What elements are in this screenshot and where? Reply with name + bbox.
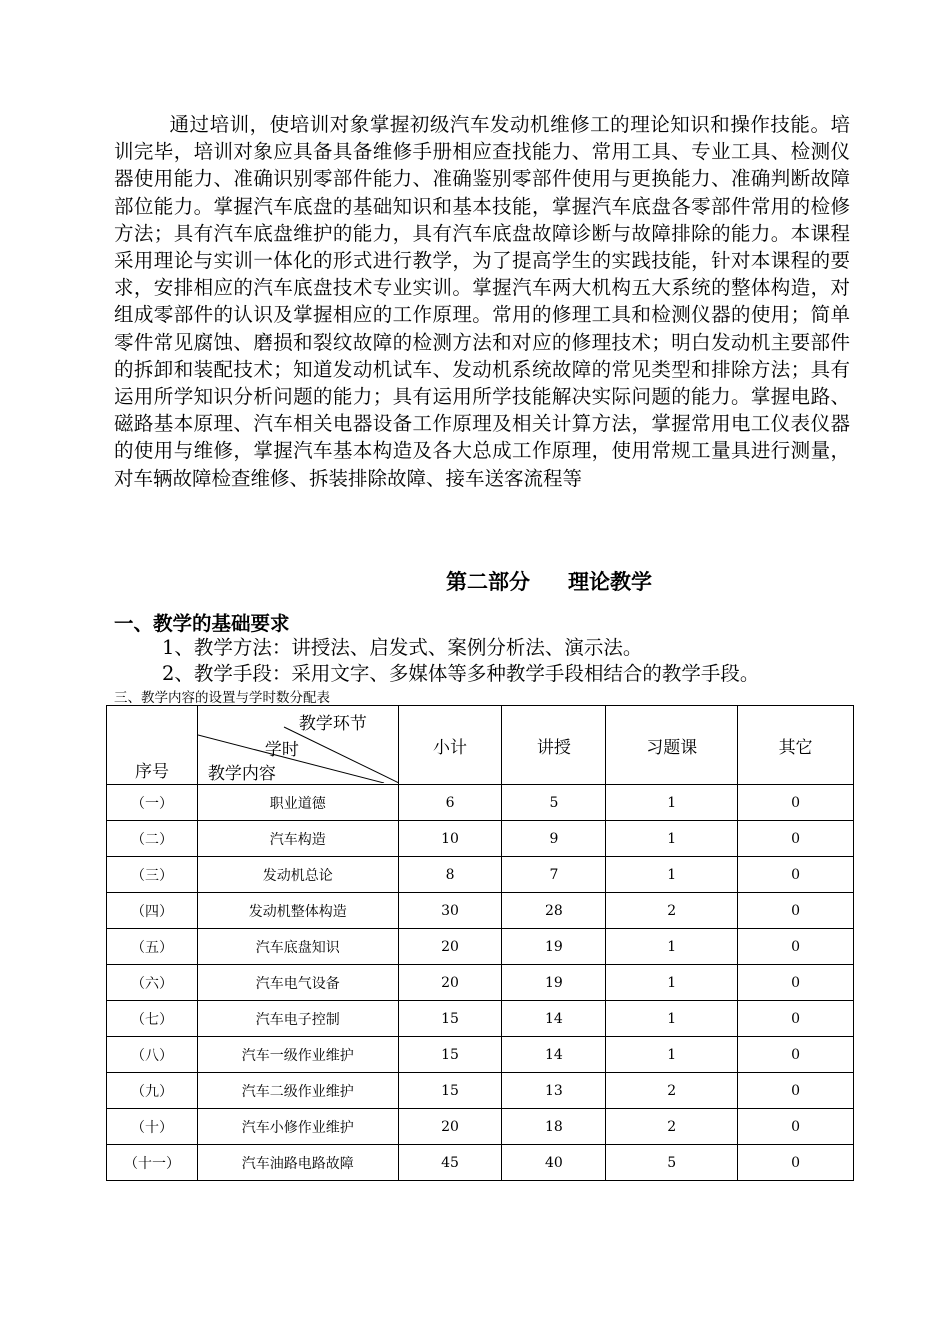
row-subtotal: 15 — [398, 1037, 502, 1073]
table-row — [107, 821, 854, 857]
table-row — [107, 1145, 854, 1181]
row-seq: （九） — [107, 1073, 198, 1109]
row-seq: （六） — [107, 965, 198, 1001]
row-content: 汽车电子控制 — [197, 1001, 398, 1037]
row-exercise: 2 — [606, 1073, 738, 1109]
table-row — [107, 965, 854, 1001]
row-lecture: 14 — [502, 1001, 606, 1037]
row-lecture: 14 — [502, 1037, 606, 1073]
header-hours: 学时 — [264, 740, 299, 760]
row-content: 汽车电气设备 — [197, 965, 398, 1001]
row-content: 发动机整体构造 — [197, 893, 398, 929]
row-lecture: 19 — [502, 929, 606, 965]
row-subtotal: 20 — [398, 1109, 502, 1145]
row-other: 0 — [738, 1145, 854, 1181]
row-lecture: 28 — [502, 893, 606, 929]
part-label: 第二部分 — [446, 569, 530, 594]
row-subtotal: 20 — [398, 965, 502, 1001]
row-lecture: 7 — [502, 857, 606, 893]
table-row — [107, 1037, 854, 1073]
row-content: 职业道德 — [197, 785, 398, 821]
hours-allocation-table — [106, 705, 854, 1181]
row-content: 汽车一级作业维护 — [197, 1037, 398, 1073]
row-content: 汽车构造 — [197, 821, 398, 857]
row-lecture: 5 — [502, 785, 606, 821]
row-subtotal: 30 — [398, 893, 502, 929]
table-header-row — [107, 706, 854, 785]
row-exercise: 1 — [606, 1001, 738, 1037]
table-row — [107, 857, 854, 893]
row-seq: （二） — [107, 821, 198, 857]
intro-text: 通过培训，使培训对象掌握初级汽车发动机维修工的理论知识和操作技能。培训完毕，培训对象应具备具备维修手册相应查找能力、常用工具、专业工具、检测仪器使用能力、准确识别零部件能力、准确鉴别零部件使用与更换能力、准确判断故障部位能力。掌握汽车底盘的基础知识和基本技能，掌握汽车底盘各零部件常用的检修方法；具有汽车底盘维护的能力，具有汽车底盘故障诊断与故障排除的能力。本课程采用理论与实训一体化的形式进行教学，为了提高学生的实践技能，针对本课程的要求，安排相应的汽车底盘技术专业实训。掌握汽车两大机构五大系统的整体构造，对组成零部件的认识及掌握相应的工作原理。常用的修理工具和检测仪器的使用；简单零件常见腐蚀、磨损和裂纹故障的检测方法和对应的修理技术；明白发动机主要部件的拆卸和装配技术；知道发动机试车、发动机系统故障的常见类型和排除方法；具有运用所学知识分析问题的能力；具有运用所学技能解决实际问题的能力。掌握电路、磁路基本原理、汽车相关电器设备工作原理及相关计算方法，掌握常用电工仪表仪器的使用与维修，掌握汽车基本构造及各大总成工作原理，使用常规工量具进行测量，对车辆故障检查维修、拆装排除故障、接车送客流程等 — [114, 113, 850, 490]
row-other: 0 — [738, 857, 854, 893]
row-content: 汽车二级作业维护 — [197, 1073, 398, 1109]
row-lecture: 19 — [502, 965, 606, 1001]
row-seq: （七） — [107, 1001, 198, 1037]
row-seq: （五） — [107, 929, 198, 965]
row-exercise: 5 — [606, 1145, 738, 1181]
row-lecture: 9 — [502, 821, 606, 857]
row-exercise: 1 — [606, 857, 738, 893]
header-exercise: 习题课 — [606, 706, 738, 785]
row-lecture: 18 — [502, 1109, 606, 1145]
row-exercise: 1 — [606, 929, 738, 965]
row-subtotal: 6 — [398, 785, 502, 821]
table-row — [107, 893, 854, 929]
row-other: 0 — [738, 1001, 854, 1037]
table-caption: 三、教学内容的设置与学时数分配表 — [114, 690, 330, 706]
row-exercise: 1 — [606, 1037, 738, 1073]
row-seq: （十） — [107, 1109, 198, 1145]
row-seq: （三） — [107, 857, 198, 893]
header-teaching-stage: 教学环节 — [298, 714, 367, 734]
row-other: 0 — [738, 821, 854, 857]
row-seq: （一） — [107, 785, 198, 821]
header-other: 其它 — [738, 706, 854, 785]
row-exercise: 1 — [606, 785, 738, 821]
table-row — [107, 785, 854, 821]
row-other: 0 — [738, 1073, 854, 1109]
row-subtotal: 15 — [398, 1001, 502, 1037]
row-exercise: 1 — [606, 965, 738, 1001]
row-subtotal: 10 — [398, 821, 502, 857]
row-subtotal: 20 — [398, 929, 502, 965]
row-content: 汽车小修作业维护 — [197, 1109, 398, 1145]
row-content: 发动机总论 — [197, 857, 398, 893]
row-other: 0 — [738, 965, 854, 1001]
row-exercise: 1 — [606, 821, 738, 857]
header-seq: 序号 — [107, 706, 198, 785]
row-exercise: 2 — [606, 893, 738, 929]
row-other: 0 — [738, 893, 854, 929]
row-subtotal: 8 — [398, 857, 502, 893]
row-exercise: 2 — [606, 1109, 738, 1145]
header-diagonal-cell — [197, 706, 398, 785]
table-row — [107, 1001, 854, 1037]
part-name: 理论教学 — [568, 569, 652, 594]
row-content: 汽车底盘知识 — [197, 929, 398, 965]
intro-paragraph — [114, 111, 850, 492]
table-row — [107, 1073, 854, 1109]
row-subtotal: 15 — [398, 1073, 502, 1109]
table-row — [107, 1109, 854, 1145]
section-heading: 一、教学的基础要求 — [114, 612, 290, 635]
header-content: 教学内容 — [207, 764, 276, 784]
row-other: 0 — [738, 1109, 854, 1145]
row-seq: （八） — [107, 1037, 198, 1073]
part-title — [446, 566, 652, 596]
row-subtotal: 45 — [398, 1145, 502, 1181]
row-other: 0 — [738, 785, 854, 821]
row-lecture: 40 — [502, 1145, 606, 1181]
row-other: 0 — [738, 929, 854, 965]
row-other: 0 — [738, 1037, 854, 1073]
row-content: 汽车油路电路故障 — [197, 1145, 398, 1181]
row-seq: （十一） — [107, 1145, 198, 1181]
row-lecture: 13 — [502, 1073, 606, 1109]
header-lecture: 讲授 — [502, 706, 606, 785]
header-subtotal: 小计 — [398, 706, 502, 785]
table-row — [107, 929, 854, 965]
teaching-means: 2、教学手段：采用文字、多媒体等多种教学手段相结合的教学手段。 — [162, 662, 760, 685]
teaching-method: 1、教学方法：讲授法、启发式、案例分析法、演示法。 — [162, 636, 643, 659]
row-seq: （四） — [107, 893, 198, 929]
